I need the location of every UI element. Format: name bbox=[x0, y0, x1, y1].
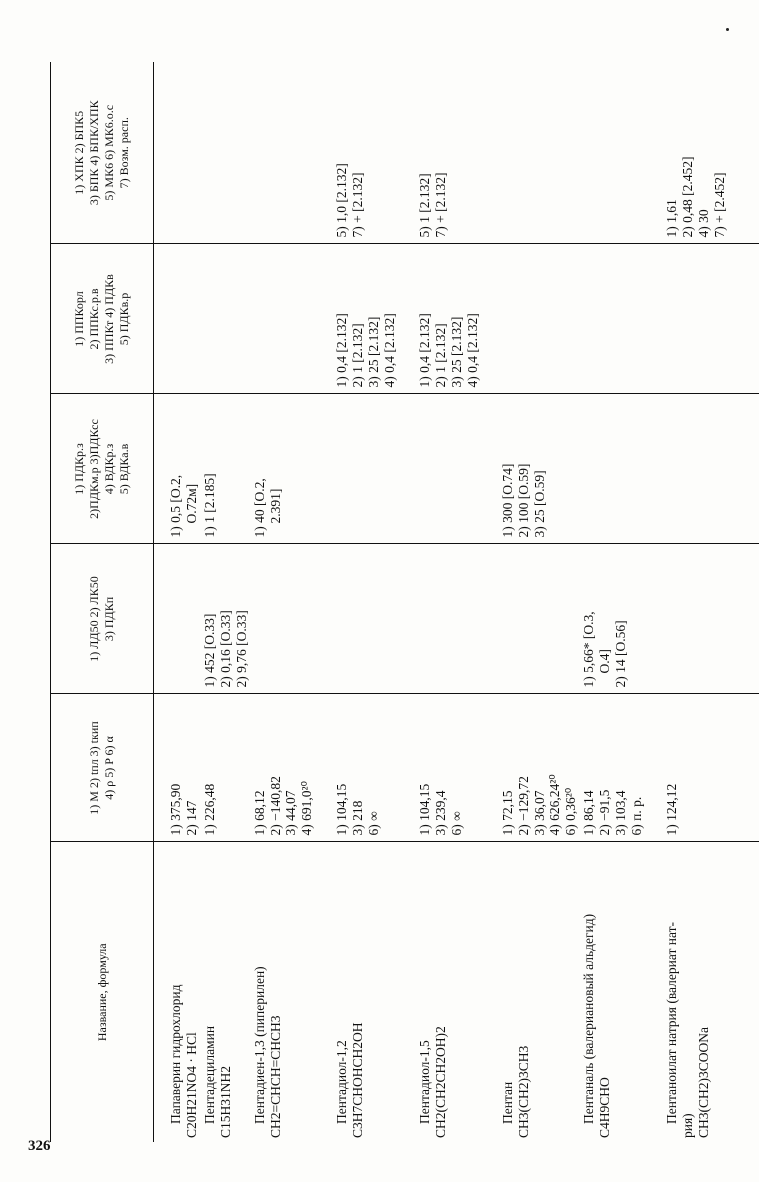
cell-tox bbox=[154, 544, 201, 694]
cell-air bbox=[201, 244, 251, 394]
table-row bbox=[399, 62, 482, 1142]
cell-air bbox=[646, 244, 759, 394]
table-row bbox=[482, 62, 581, 1142]
cell-air: 1) 0,4 [2.132] 2) 1 [2.132] 3) 25 [2.132] 4) 0,4 [2.132] bbox=[399, 244, 482, 394]
cell-air bbox=[154, 244, 201, 394]
cell-tox bbox=[482, 544, 581, 694]
cell-tox bbox=[646, 544, 759, 694]
table-row bbox=[580, 62, 646, 1142]
cell-water: 1) 40 [O.2, 2.391] bbox=[251, 394, 317, 544]
table-row bbox=[251, 62, 317, 1142]
cell-name: Пентадиен-1,3 (пиперилен) CH2=CHCH=CHCH3 bbox=[251, 966, 283, 1138]
header-air: 1) ППКорл 2) ППКс.р.в 3) ППКт 4) ПДКв 5) ПДКв.р bbox=[51, 244, 154, 394]
cell-air bbox=[251, 244, 317, 394]
cell-tox bbox=[399, 544, 482, 694]
page-number: 326 bbox=[28, 1138, 51, 1154]
cell-name: Пентадиол-1,5 CH2(CH2CH2OH)2 bbox=[416, 1026, 448, 1138]
cell-props: 1) 68,12 2) −140,82 3) 44,07 4) 691,0²⁰ bbox=[251, 694, 317, 842]
table-row bbox=[316, 62, 399, 1142]
cell-bio bbox=[251, 62, 317, 244]
header-name: Название, формула bbox=[51, 842, 154, 1142]
cell-bio: 5) 1,0 [2.132] 7) + [2.132] bbox=[316, 62, 399, 244]
cell-props: 1) 104,15 3) 218 6) ∞ bbox=[316, 694, 399, 842]
cell-name: Пентаналь (валериановый альдегид) C4H9CHO bbox=[581, 913, 613, 1138]
cell-air bbox=[482, 244, 581, 394]
cell-water: 1) 1 [2.185] bbox=[201, 394, 251, 544]
cell-name: Пентан CH3(CH2)3CH3 bbox=[499, 1045, 531, 1138]
rotated-table-page bbox=[50, 62, 730, 1142]
cell-props: 1) 104,15 3) 239,4 6) ∞ bbox=[399, 694, 482, 842]
cell-bio: 5) 1 [2.132] 7) + [2.132] bbox=[399, 62, 482, 244]
cell-water bbox=[399, 394, 482, 544]
cell-water bbox=[316, 394, 399, 544]
header-props: 1) M 2) tпл 3) tкип 4) ρ 5) P 6) α bbox=[51, 694, 154, 842]
header-bio: 1) ХПК 2) БПК5 3) БПК 4) БПК/ХПК 5) МК6 6) МК6.о.с 7) Возм. расп. bbox=[51, 62, 154, 244]
ink-speck bbox=[726, 28, 729, 31]
cell-bio bbox=[201, 62, 251, 244]
cell-water: 1) 300 [O.74] 2) 100 [O.59] 3) 25 [O.59] bbox=[482, 394, 581, 544]
table-row bbox=[646, 62, 759, 1142]
cell-water: 1) 0,5 [O.2, O.72м] bbox=[154, 394, 201, 544]
cell-water bbox=[646, 394, 759, 544]
table-row bbox=[201, 62, 251, 1142]
cell-props: 1) 124,12 bbox=[646, 694, 759, 842]
cell-tox bbox=[316, 544, 399, 694]
cell-air: 1) 0,4 [2.132] 2) 1 [2.132] 3) 25 [2.132] 4) 0,4 [2.132] bbox=[316, 244, 399, 394]
cell-bio: 1) 1,61 2) 0,48 [2.452] 4) 30 7) + [2.452] bbox=[646, 62, 759, 244]
header-tox: 1) ЛД50 2) ЛК50 3) ПДКп bbox=[51, 544, 154, 694]
header-water: 1) ПДКр.з 2)ПДКм.р 3)ПДКсс 4) ВДКр.з 5) ВДКа.в bbox=[51, 394, 154, 544]
cell-name: Пентадециламин C15H31NH2 bbox=[201, 1025, 233, 1138]
table-row bbox=[154, 62, 201, 1142]
cell-name: Пентадиол-1,2 C3H7CHOHCH2OH bbox=[334, 1022, 366, 1138]
cell-tox bbox=[251, 544, 317, 694]
cell-water bbox=[580, 394, 646, 544]
cell-bio bbox=[482, 62, 581, 244]
cell-name: Папаверин гидрохлорид C20H21NO4 · HCl bbox=[168, 984, 199, 1138]
cell-tox: 1) 5,66* [O.3, O.4] 2) 14 [O.56] bbox=[580, 544, 646, 694]
cell-tox: 1) 452 [O.33] 2) 0,16 [O.33] 2) 9,76 [O.33] bbox=[201, 544, 251, 694]
cell-props: 1) 72,15 2) −129,72 3) 36,07 4) 626,24²⁰ 6) 0,36²⁰ bbox=[482, 694, 581, 842]
cell-props: 1) 86,14 2) −91,5 3) 103,4 6) п. р. bbox=[580, 694, 646, 842]
cell-bio bbox=[154, 62, 201, 244]
cell-props: 1) 226,48 bbox=[201, 694, 251, 842]
cell-name: Пентаноилат натрия (валериат нат- рия) CH3(CH2)3COONa bbox=[663, 921, 711, 1138]
cell-props: 1) 375,90 2) 147 bbox=[154, 694, 201, 842]
chemical-properties-table bbox=[50, 62, 759, 1142]
cell-bio bbox=[580, 62, 646, 244]
cell-air bbox=[580, 244, 646, 394]
header-row bbox=[51, 62, 154, 1142]
